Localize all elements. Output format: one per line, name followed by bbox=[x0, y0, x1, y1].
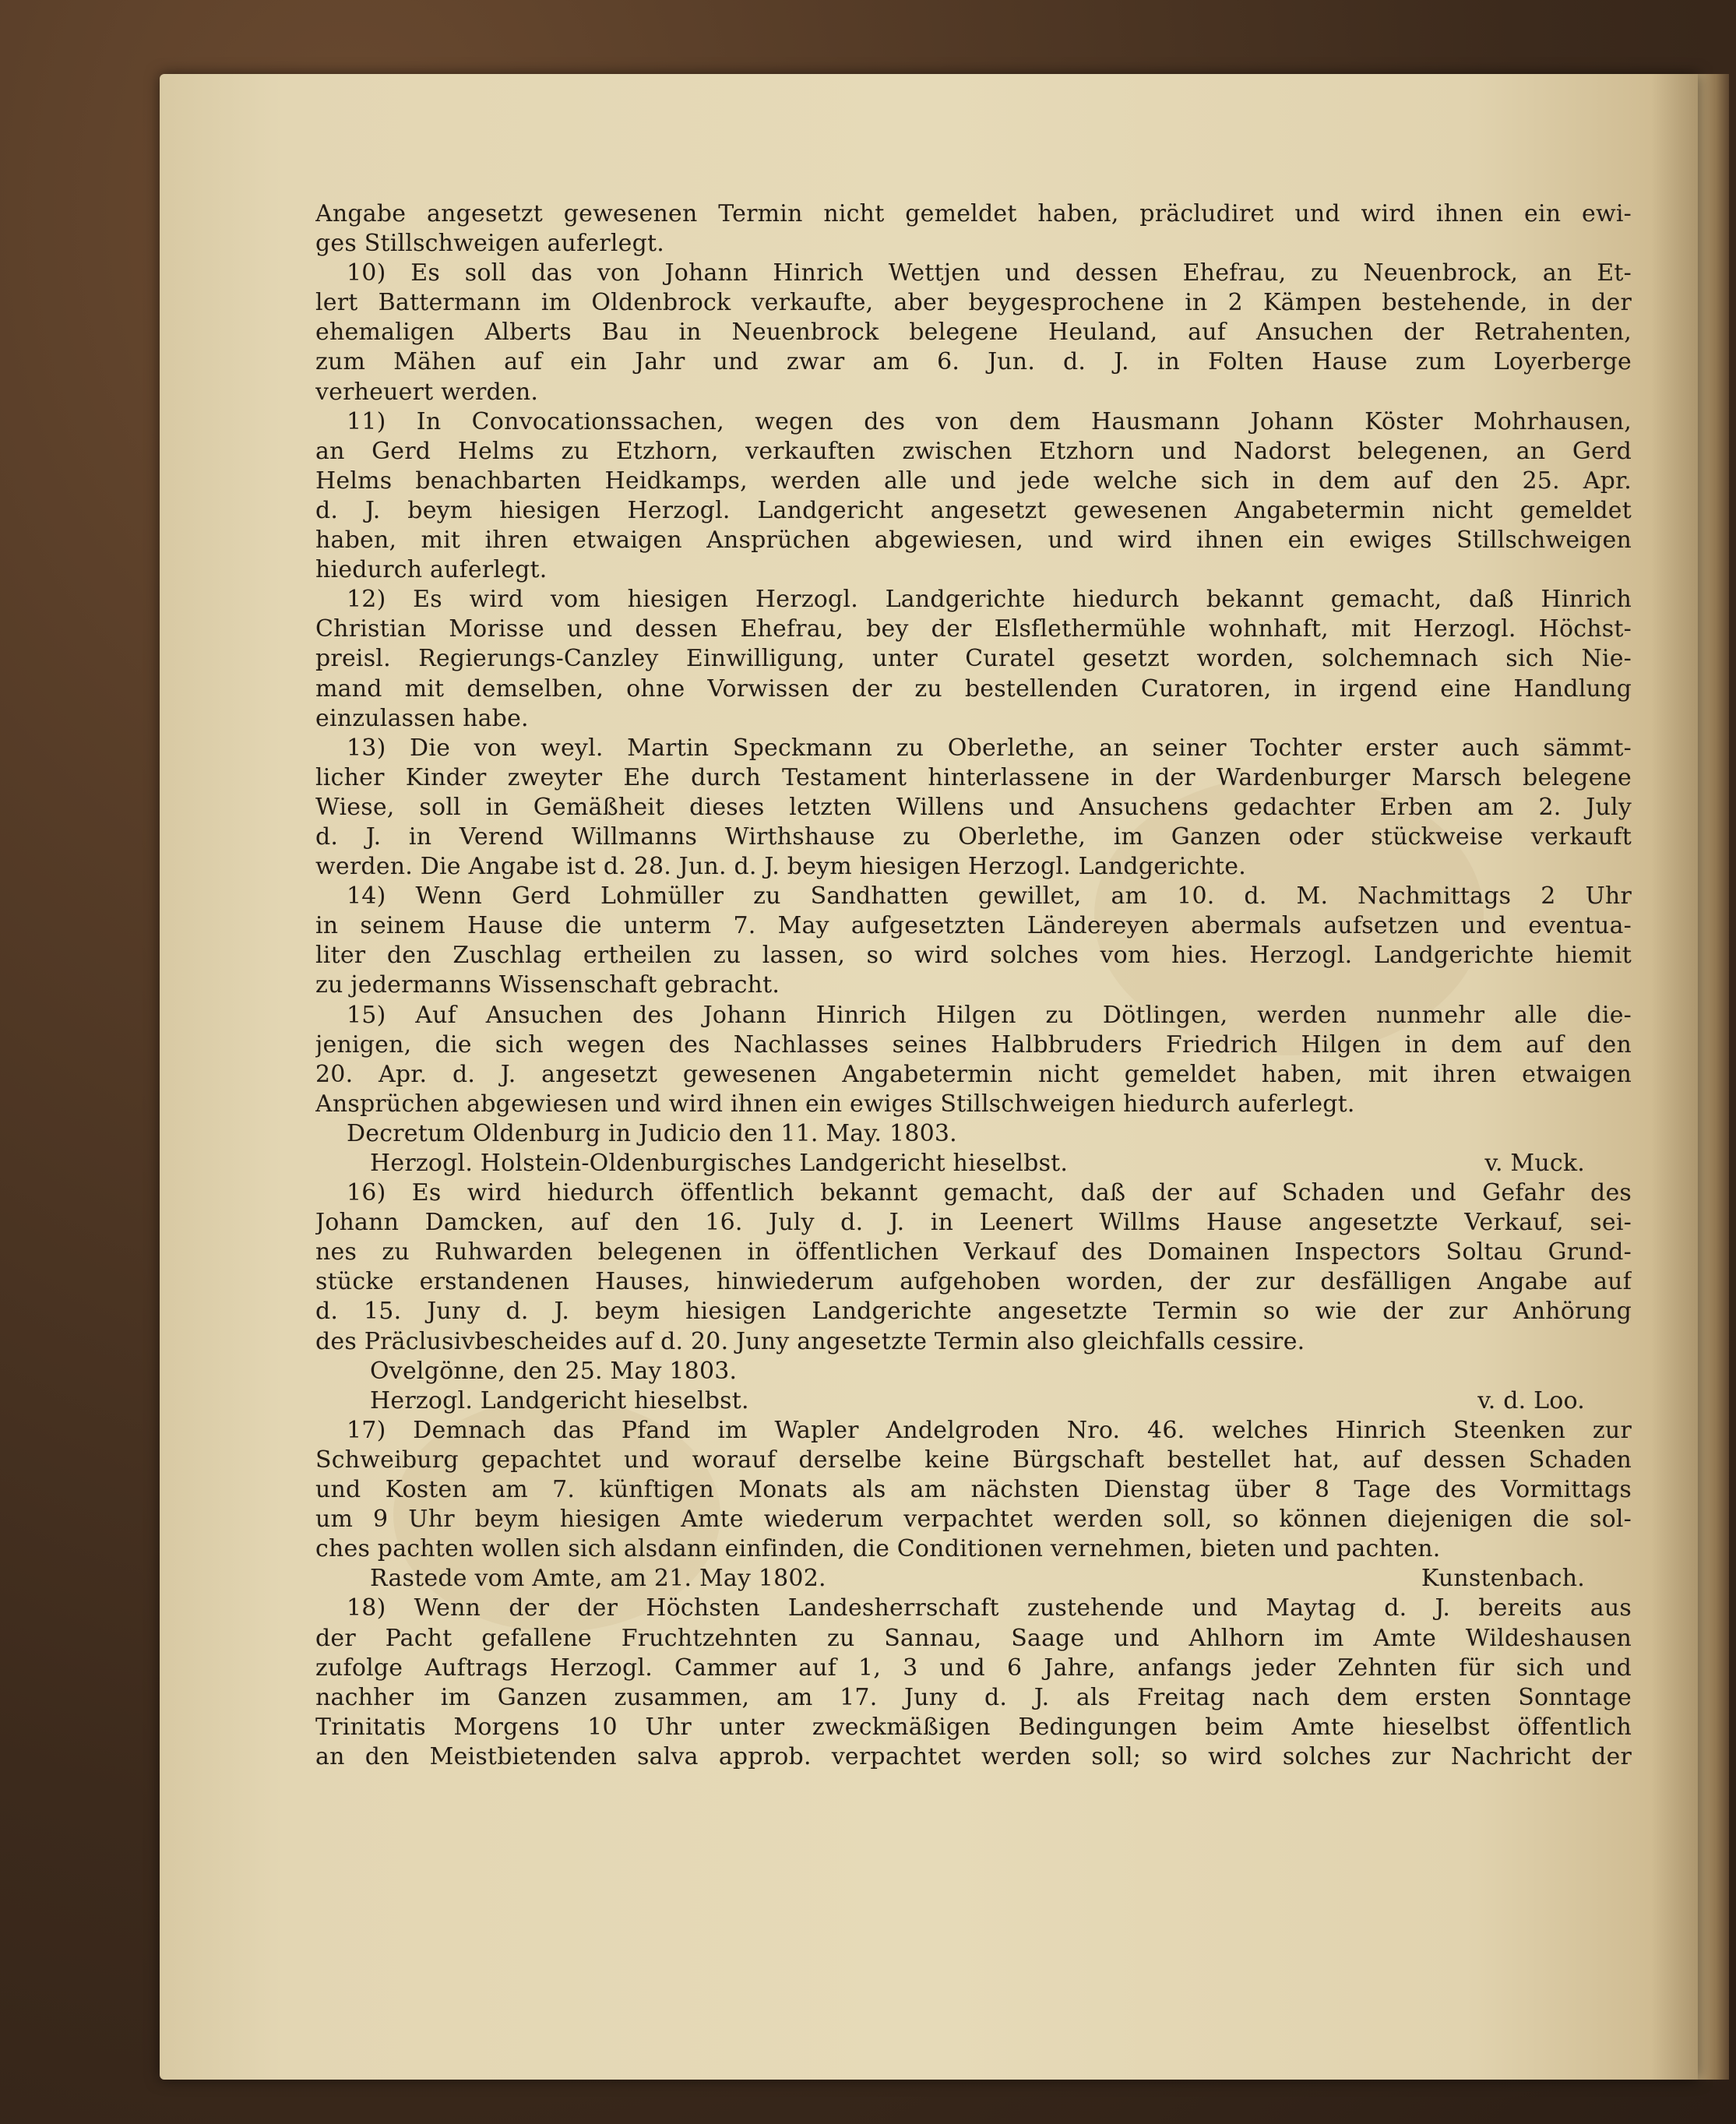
text-line bbox=[315, 467, 1632, 496]
text-line bbox=[315, 1327, 1632, 1357]
text-line bbox=[315, 704, 1632, 734]
text-line bbox=[315, 259, 1632, 288]
text-line-content: zum Mähen auf ein Jahr und zwar am 6. Jun. d. J. in Folten Hause zum Loyerberge bbox=[315, 348, 1632, 376]
text-line bbox=[315, 970, 1632, 1000]
text-line bbox=[315, 941, 1632, 970]
text-line-content: hiedurch auferlegt. bbox=[315, 556, 548, 584]
text-line bbox=[315, 347, 1632, 377]
text-line-content: verheuert werden. bbox=[315, 378, 539, 406]
text-line bbox=[315, 1416, 1632, 1446]
text-line-content: ches pachten wollen sich alsdann einfinden, die Conditionen vernehmen, bieten und pachten. bbox=[315, 1535, 1441, 1563]
text-line bbox=[315, 199, 1632, 229]
text-line-content: lert Battermann im Oldenbrock verkaufte, aber beygesprochene in 2 Kämpen bestehende, in der bbox=[315, 289, 1632, 317]
text-line-content: und Kosten am 7. künftigen Monats als am nächsten Dienstag über 8 Tage des Vormittags bbox=[315, 1476, 1632, 1504]
text-line-content: 11) In Convocationssachen, wegen des von dem Hausmann Johann Köster Mohrhausen, bbox=[347, 407, 1632, 435]
text-line-content: 15) Auf Ansuchen des Johann Hinrich Hilgen zu Dötlingen, werden nunmehr alle die- bbox=[347, 1001, 1632, 1029]
text-line-content: jenigen, die sich wegen des Nachlasses seines Halbbruders Friedrich Hilgen in dem auf den bbox=[315, 1030, 1632, 1058]
text-line-content: zu jedermanns Wissenschaft gebracht. bbox=[315, 971, 780, 999]
text-line-content: haben, mit ihren etwaigen Ansprüchen abgewiesen, und wird ihnen ein ewiges Stillschweigen bbox=[315, 527, 1632, 555]
text-line-content: licher Kinder zweyter Ehe durch Testament hinterlassene in der Wardenburger Marsch belegene bbox=[315, 763, 1632, 791]
text-line-content: zufolge Auftrags Herzogl. Cammer auf 1, 3 und 6 Jahre, anfangs jeder Zehnten für sich und bbox=[315, 1654, 1632, 1682]
text-line-content: in seinem Hause die unterm 7. May aufgesetzten Ländereyen abermals aufsetzen und eventua- bbox=[315, 912, 1632, 940]
text-line bbox=[315, 496, 1632, 526]
text-line-content: Ovelgönne, den 25. May 1803. bbox=[370, 1357, 738, 1385]
text-line bbox=[315, 1713, 1632, 1742]
text-line-content: 18) Wenn der der Höchsten Landesherrschaft zustehende und Maytag d. J. bereits aus bbox=[347, 1594, 1632, 1622]
text-line bbox=[315, 1357, 1632, 1386]
text-line-content: d. J. in Verend Willmanns Wirthshause zu Oberlethe, im Ganzen oder stückweise verkauft bbox=[315, 822, 1632, 851]
text-line bbox=[315, 1475, 1632, 1505]
signature: Kunstenbach. bbox=[1421, 1565, 1585, 1593]
text-line bbox=[315, 378, 1632, 407]
text-line-content: Angabe angesetzt gewesenen Termin nicht gemeldet haben, präcludiret und wird ihnen ein ewi- bbox=[315, 200, 1632, 227]
text-line bbox=[315, 1297, 1632, 1326]
text-line-content: d. J. beym hiesigen Herzogl. Landgericht angesetzt gewesenen Angabetermin nicht gemeldet bbox=[315, 496, 1632, 524]
text-line bbox=[315, 763, 1632, 793]
text-line-content: d. 15. Juny d. J. beym hiesigen Landgerichte angesetzte Termin so wie der zur Anhörung bbox=[315, 1298, 1632, 1326]
text-line bbox=[315, 1594, 1632, 1623]
text-line-content: 13) Die von weyl. Martin Speckmann zu Oberlethe, an seiner Tochter erster auch sämmt- bbox=[347, 734, 1632, 762]
text-line bbox=[315, 852, 1632, 882]
text-line bbox=[315, 1654, 1632, 1683]
text-line-content: werden. Die Angabe ist d. 28. Jun. d. J. beym hiesigen Herzogl. Landgerichte. bbox=[315, 853, 1246, 881]
text-line-content: 14) Wenn Gerd Lohmüller zu Sandhatten gewillet, am 10. d. M. Nachmittags 2 Uhr bbox=[347, 882, 1632, 911]
text-line bbox=[315, 1090, 1632, 1119]
text-line-content: Rastede vom Amte, am 21. May 1802. bbox=[370, 1565, 826, 1593]
text-line bbox=[315, 734, 1632, 763]
text-line bbox=[315, 229, 1632, 259]
text-line-content: Johann Damcken, auf den 16. July d. J. in Leenert Willms Hause angesetzte Verkauf, sei- bbox=[315, 1209, 1632, 1237]
text-line bbox=[315, 644, 1632, 674]
document-body bbox=[315, 199, 1632, 1772]
book-spine bbox=[1698, 74, 1729, 2080]
text-line bbox=[315, 1386, 1632, 1416]
text-line-content: 10) Es soll das von Johann Hinrich Wettjen und dessen Ehefrau, zu Neuenbrock, an Et- bbox=[347, 259, 1632, 287]
text-line-content: Wiese, soll in Gemäßheit dieses letzten Willens und Ansuchens gedachter Erben am 2. July bbox=[315, 793, 1632, 821]
text-line-content: ges Stillschweigen auferlegt. bbox=[315, 230, 664, 258]
text-line bbox=[315, 1683, 1632, 1713]
text-line bbox=[315, 1624, 1632, 1654]
text-line bbox=[315, 407, 1632, 437]
text-line bbox=[315, 615, 1632, 644]
text-line bbox=[315, 1267, 1632, 1297]
text-line-content: nachher im Ganzen zusammen, am 17. Juny d. J. als Freitag nach dem ersten Sonntage bbox=[315, 1683, 1632, 1711]
text-line-content: Ansprüchen abgewiesen und wird ihnen ein ewiges Stillschweigen hiedurch auferlegt. bbox=[315, 1090, 1355, 1118]
text-line bbox=[315, 882, 1632, 911]
text-line bbox=[315, 1119, 1632, 1149]
text-line-content: Herzogl. Holstein-Oldenburgisches Landgericht hieselbst. bbox=[370, 1150, 1069, 1177]
text-line bbox=[315, 1534, 1632, 1564]
text-line-content: 12) Es wird vom hiesigen Herzogl. Landgerichte hiedurch bekannt gemacht, daß Hinrich bbox=[347, 586, 1632, 614]
text-line bbox=[315, 1564, 1632, 1594]
text-line bbox=[315, 911, 1632, 941]
text-line-content: Herzogl. Landgericht hieselbst. bbox=[370, 1386, 749, 1414]
text-line bbox=[315, 1060, 1632, 1090]
text-line bbox=[315, 555, 1632, 585]
text-line bbox=[315, 675, 1632, 704]
text-line bbox=[315, 1742, 1632, 1772]
text-line bbox=[315, 1446, 1632, 1475]
text-line-content: Trinitatis Morgens 10 Uhr unter zweckmäßigen Bedingungen beim Amte hieselbst öffentlich bbox=[315, 1713, 1632, 1741]
text-line-content: stücke erstandenen Hauses, hinwiederum aufgehoben worden, der zur desfälligen Angabe auf bbox=[315, 1268, 1632, 1296]
text-line-content: an den Meistbietenden salva approb. verpachtet werden soll; so wird solches zur Nachricht der bbox=[315, 1742, 1632, 1770]
text-line-content: an Gerd Helms zu Etzhorn, verkauften zwischen Etzhorn und Nadorst belegenen, an Gerd bbox=[315, 437, 1632, 465]
signature: v. d. Loo. bbox=[1477, 1386, 1585, 1414]
text-line-content: Christian Morisse und dessen Ehefrau, bey der Elsflethermühle wohnhaft, mit Herzogl. Höchst- bbox=[315, 615, 1632, 643]
text-line bbox=[315, 1238, 1632, 1267]
text-line bbox=[315, 288, 1632, 318]
text-line-content: einzulassen habe. bbox=[315, 704, 529, 732]
text-line bbox=[315, 822, 1632, 852]
text-line-content: des Präclusivbescheides auf d. 20. Juny angesetzte Termin also gleichfalls cessire. bbox=[315, 1327, 1305, 1355]
text-line-content: um 9 Uhr beym hiesigen Amte wiederum verpachtet werden soll, so können diejenigen die sol- bbox=[315, 1506, 1632, 1534]
text-line bbox=[315, 1030, 1632, 1060]
text-line bbox=[315, 793, 1632, 822]
text-line bbox=[315, 1505, 1632, 1534]
signature: v. Muck. bbox=[1484, 1150, 1585, 1177]
text-line bbox=[315, 1001, 1632, 1030]
text-line-content: der Pacht gefallene Fruchtzehnten zu Sannau, Saage und Ahlhorn im Amte Wildeshausen bbox=[315, 1624, 1632, 1652]
text-line-content: Decretum Oldenburg in Judicio den 11. May. 1803. bbox=[347, 1119, 957, 1147]
text-line bbox=[315, 437, 1632, 467]
text-line-content: nes zu Ruhwarden belegenen in öffentlichen Verkauf des Domainen Inspectors Soltau Grund- bbox=[315, 1238, 1632, 1266]
text-line bbox=[315, 585, 1632, 615]
text-line-content: Schweiburg gepachtet und worauf derselbe keine Bürgschaft bestellet hat, auf dessen Schaden bbox=[315, 1446, 1632, 1474]
text-line-content: Helms benachbarten Heidkamps, werden alle und jede welche sich in dem auf den 25. Apr. bbox=[315, 467, 1632, 495]
text-line-content: ehemaligen Alberts Bau in Neuenbrock belegene Heuland, auf Ansuchen der Retrahenten, bbox=[315, 319, 1632, 347]
text-line-content: liter den Zuschlag ertheilen zu lassen, so wird solches vom hies. Herzogl. Landgerichte hiemit bbox=[315, 942, 1632, 970]
text-line-content: preisl. Regierungs-Canzley Einwilligung, unter Curatel gesetzt worden, solchemnach sich Nie- bbox=[315, 645, 1632, 673]
text-line bbox=[315, 526, 1632, 555]
text-line bbox=[315, 318, 1632, 347]
text-line-content: 16) Es wird hiedurch öffentlich bekannt gemacht, daß der auf Schaden und Gefahr des bbox=[347, 1179, 1632, 1207]
text-line bbox=[315, 1208, 1632, 1238]
text-line-content: 20. Apr. d. J. angesetzt gewesenen Angabetermin nicht gemeldet haben, mit ihren etwaigen bbox=[315, 1060, 1632, 1088]
text-line bbox=[315, 1178, 1632, 1208]
text-line bbox=[315, 1149, 1632, 1178]
text-line-content: mand mit demselben, ohne Vorwissen der zu bestellenden Curatoren, in irgend eine Handlung bbox=[315, 675, 1632, 703]
text-line-content: 17) Demnach das Pfand im Wapler Andelgroden Nro. 46. welches Hinrich Steenken zur bbox=[347, 1416, 1632, 1444]
